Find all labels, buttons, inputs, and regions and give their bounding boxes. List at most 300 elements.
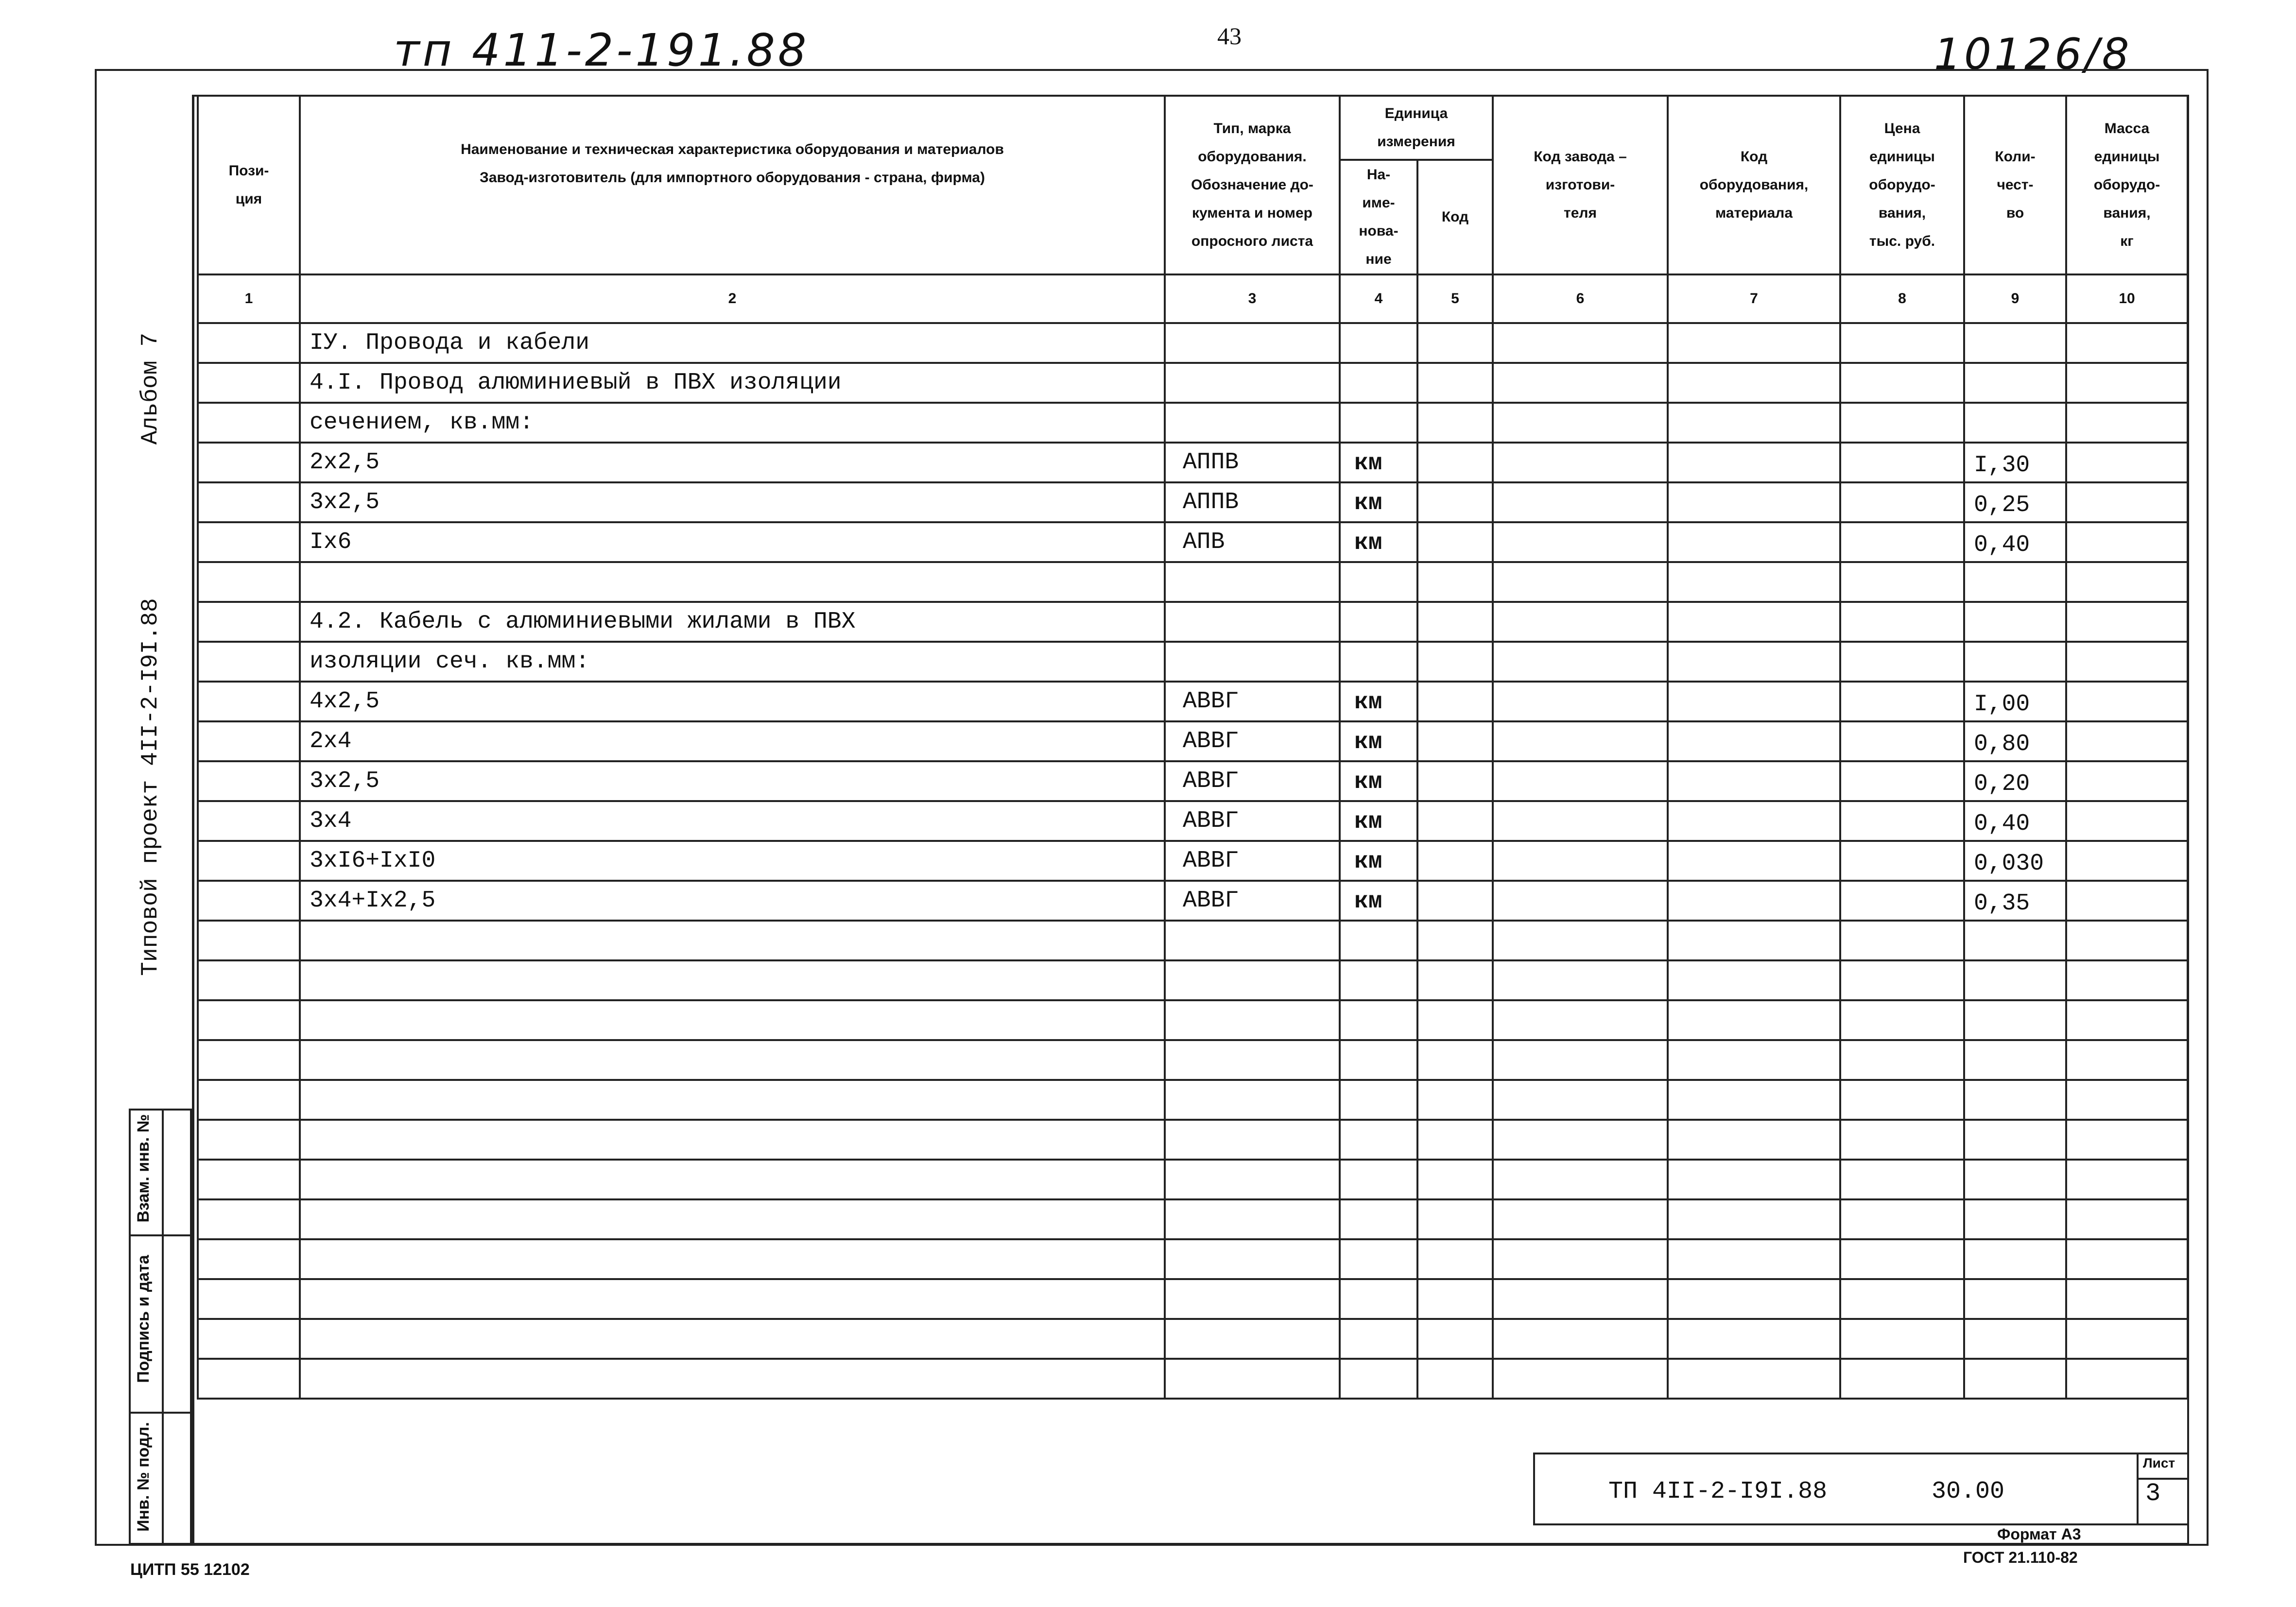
table-row: [198, 1080, 2188, 1120]
footer-format: Формат А3: [1997, 1525, 2081, 1543]
table-row: [198, 881, 2188, 921]
cell-unit-code: [1417, 1120, 1493, 1160]
cell-name: IУ. Провода и кабели: [300, 323, 1165, 363]
cell-material-code: [1668, 801, 1840, 841]
cell-price: [1840, 642, 1964, 682]
col-header-name: Наименование и техническая характеристика оборудования и материалов Завод-изготовитель (для импортного оборудования - страна, фирма): [300, 96, 1165, 274]
cell-mass: [2066, 682, 2188, 721]
cell-quantity: [1964, 403, 2066, 443]
cell-quantity: [1964, 1000, 2066, 1040]
cell-position: [198, 363, 300, 403]
cell-factory-code: [1493, 1359, 1668, 1399]
col-num-3: 3: [1165, 274, 1340, 323]
table-row: [198, 602, 2188, 642]
cell-type-mark: [1165, 403, 1340, 443]
cell-price: [1840, 1080, 1964, 1120]
cell-mass: [2066, 1000, 2188, 1040]
cell-mass: [2066, 841, 2188, 881]
cell-factory-code: [1493, 960, 1668, 1000]
cell-unit-code: [1417, 482, 1493, 522]
cell-material-code: [1668, 522, 1840, 562]
cell-mass: [2066, 363, 2188, 403]
cell-type-mark: [1165, 1279, 1340, 1319]
cell-quantity: 0,80: [1964, 721, 2066, 761]
cell-price: [1840, 522, 1964, 562]
cell-unit-code: [1417, 960, 1493, 1000]
cell-material-code: [1668, 443, 1840, 482]
cell-name: [300, 1199, 1165, 1239]
footer-gost: ГОСТ 21.110-82: [1963, 1549, 2078, 1566]
cell-unit: [1340, 323, 1417, 363]
cell-type-mark: [1165, 602, 1340, 642]
project-side-label: Типовой проект 4II-2-I9I.88: [138, 598, 164, 976]
cell-unit-code: [1417, 323, 1493, 363]
cell-unit-code: [1417, 522, 1493, 562]
cell-material-code: [1668, 1239, 1840, 1279]
cell-name: сечением, кв.мм:: [300, 403, 1165, 443]
cell-quantity: 0,40: [1964, 801, 2066, 841]
cell-price: [1840, 1040, 1964, 1080]
cell-material-code: [1668, 1319, 1840, 1359]
cell-type-mark: АВВГ: [1165, 682, 1340, 721]
cell-position: [198, 642, 300, 682]
cell-unit: км: [1340, 841, 1417, 881]
cell-quantity: I,30: [1964, 443, 2066, 482]
cell-unit-code: [1417, 1239, 1493, 1279]
cell-quantity: [1964, 562, 2066, 602]
table-row: [198, 682, 2188, 721]
cell-name: [300, 562, 1165, 602]
cell-unit-code: [1417, 1080, 1493, 1120]
cell-unit: [1340, 403, 1417, 443]
cell-mass: [2066, 801, 2188, 841]
cell-unit-code: [1417, 1160, 1493, 1199]
cell-material-code: [1668, 1279, 1840, 1319]
cell-price: [1840, 1319, 1964, 1359]
cell-name: 3хI6+IхI0: [300, 841, 1165, 881]
cell-factory-code: [1493, 363, 1668, 403]
cell-unit-code: [1417, 602, 1493, 642]
cell-price: [1840, 841, 1964, 881]
cell-name: [300, 1040, 1165, 1080]
cell-mass: [2066, 1160, 2188, 1199]
cell-material-code: [1668, 721, 1840, 761]
title-section: 30.00: [1932, 1478, 2005, 1505]
cell-unit: [1340, 1239, 1417, 1279]
cell-mass: [2066, 482, 2188, 522]
col-num-8: 8: [1840, 274, 1964, 323]
cell-unit-code: [1417, 1319, 1493, 1359]
cell-position: [198, 921, 300, 960]
cell-position: [198, 721, 300, 761]
title-doc-code: ТП 4II-2-I9I.88: [1608, 1478, 1828, 1505]
cell-type-mark: [1165, 1239, 1340, 1279]
col-num-9: 9: [1964, 274, 2066, 323]
col-header-mass: Масса единицы оборудо- вания, кг: [2066, 96, 2188, 274]
cell-type-mark: [1165, 1000, 1340, 1040]
cell-unit: км: [1340, 482, 1417, 522]
table-row: [198, 443, 2188, 482]
cell-factory-code: [1493, 921, 1668, 960]
cell-mass: [2066, 1199, 2188, 1239]
col-num-6: 6: [1493, 274, 1668, 323]
cell-unit-code: [1417, 363, 1493, 403]
table-row: [198, 403, 2188, 443]
cell-type-mark: [1165, 1080, 1340, 1120]
table-row: [198, 1319, 2188, 1359]
cell-material-code: [1668, 1199, 1840, 1239]
cell-unit-code: [1417, 642, 1493, 682]
cell-position: [198, 403, 300, 443]
table-row: [198, 1000, 2188, 1040]
cell-type-mark: АППВ: [1165, 443, 1340, 482]
cell-unit-code: [1417, 562, 1493, 602]
cell-type-mark: АВВГ: [1165, 841, 1340, 881]
cell-material-code: [1668, 602, 1840, 642]
cell-quantity: [1964, 602, 2066, 642]
table-row: [198, 642, 2188, 682]
column-number-row: [198, 274, 2188, 323]
footer-citp: ЦИТП 55 12102: [130, 1560, 250, 1579]
cell-material-code: [1668, 1080, 1840, 1120]
cell-type-mark: АВВГ: [1165, 761, 1340, 801]
table-row: [198, 1279, 2188, 1319]
cell-position: [198, 682, 300, 721]
cell-position: [198, 1120, 300, 1160]
cell-type-mark: АПВ: [1165, 522, 1340, 562]
cell-unit-code: [1417, 1359, 1493, 1399]
table-row: [198, 1160, 2188, 1199]
cell-factory-code: [1493, 1319, 1668, 1359]
cell-unit-code: [1417, 682, 1493, 721]
cell-name: [300, 1319, 1165, 1359]
cell-unit: км: [1340, 443, 1417, 482]
table-row: [198, 482, 2188, 522]
cell-factory-code: [1493, 682, 1668, 721]
cell-mass: [2066, 642, 2188, 682]
cell-mass: [2066, 1319, 2188, 1359]
cell-factory-code: [1493, 1000, 1668, 1040]
table-row: [198, 363, 2188, 403]
cell-name: 2х4: [300, 721, 1165, 761]
cell-quantity: [1964, 1239, 2066, 1279]
table-row: [198, 801, 2188, 841]
cell-factory-code: [1493, 443, 1668, 482]
cell-unit-code: [1417, 721, 1493, 761]
col-num-10: 10: [2066, 274, 2188, 323]
cell-unit-code: [1417, 403, 1493, 443]
table-row: [198, 921, 2188, 960]
cell-position: [198, 1359, 300, 1399]
cell-type-mark: [1165, 363, 1340, 403]
cell-name: [300, 1000, 1165, 1040]
cell-material-code: [1668, 642, 1840, 682]
cell-quantity: [1964, 1040, 2066, 1080]
title-sheet-number: 3: [2145, 1479, 2161, 1508]
cell-name: Iх6: [300, 522, 1165, 562]
cell-factory-code: [1493, 1120, 1668, 1160]
cell-factory-code: [1493, 1239, 1668, 1279]
cell-quantity: 0,40: [1964, 522, 2066, 562]
cell-price: [1840, 443, 1964, 482]
col-header-unit: Единица измерения: [1340, 96, 1493, 160]
table-row: [198, 721, 2188, 761]
cell-mass: [2066, 1239, 2188, 1279]
cell-unit-code: [1417, 1199, 1493, 1239]
cell-unit: [1340, 1199, 1417, 1239]
cell-unit-code: [1417, 443, 1493, 482]
cell-unit-code: [1417, 881, 1493, 921]
col-num-2: 2: [300, 274, 1165, 323]
sign-date-label: Подпись и дата: [134, 1255, 153, 1383]
cell-mass: [2066, 1359, 2188, 1399]
cell-unit: [1340, 642, 1417, 682]
cell-unit: [1340, 562, 1417, 602]
cell-name: 4.2. Кабель с алюминиевыми жилами в ПВХ: [300, 602, 1165, 642]
col-num-4: 4: [1340, 274, 1417, 323]
cell-unit: [1340, 1160, 1417, 1199]
cell-quantity: [1964, 921, 2066, 960]
table-row: [198, 1120, 2188, 1160]
cell-type-mark: [1165, 921, 1340, 960]
cell-mass: [2066, 881, 2188, 921]
cell-quantity: [1964, 642, 2066, 682]
cell-type-mark: [1165, 1160, 1340, 1199]
cell-unit-code: [1417, 801, 1493, 841]
cell-quantity: 0,25: [1964, 482, 2066, 522]
cell-name: [300, 1359, 1165, 1399]
cell-quantity: [1964, 1199, 2066, 1239]
cell-mass: [2066, 721, 2188, 761]
cell-unit: [1340, 602, 1417, 642]
project-code-handwritten: тп 411-2-191.88: [394, 24, 810, 76]
cell-position: [198, 323, 300, 363]
cell-mass: [2066, 761, 2188, 801]
cell-price: [1840, 721, 1964, 761]
cell-price: [1840, 881, 1964, 921]
cell-material-code: [1668, 682, 1840, 721]
cell-name: 4.I. Провод алюминиевый в ПВХ изоляции: [300, 363, 1165, 403]
cell-mass: [2066, 403, 2188, 443]
page-number: 43: [1217, 22, 1242, 50]
cell-position: [198, 801, 300, 841]
cell-material-code: [1668, 841, 1840, 881]
cell-quantity: [1964, 323, 2066, 363]
cell-position: [198, 1040, 300, 1080]
cell-position: [198, 841, 300, 881]
col-num-7: 7: [1668, 274, 1840, 323]
cell-price: [1840, 1199, 1964, 1239]
cell-type-mark: АВВГ: [1165, 881, 1340, 921]
cell-quantity: [1964, 1080, 2066, 1120]
cell-unit-code: [1417, 921, 1493, 960]
archive-number-handwritten: 10126/8: [1934, 29, 2132, 79]
cell-name: 3х2,5: [300, 761, 1165, 801]
cell-factory-code: [1493, 642, 1668, 682]
cell-name: [300, 921, 1165, 960]
cell-price: [1840, 403, 1964, 443]
cell-unit: [1340, 1359, 1417, 1399]
col-header-type: Тип, марка оборудования. Обозначение до- кумента и номер опросного листа: [1165, 96, 1340, 274]
cell-quantity: [1964, 1279, 2066, 1319]
cell-price: [1840, 1000, 1964, 1040]
cell-position: [198, 602, 300, 642]
cell-unit: км: [1340, 522, 1417, 562]
cell-unit: [1340, 1319, 1417, 1359]
cell-name: [300, 1080, 1165, 1120]
table-row: [198, 323, 2188, 363]
cell-price: [1840, 1239, 1964, 1279]
cell-position: [198, 1199, 300, 1239]
album-label: Альбом 7: [138, 332, 164, 445]
table-row: [198, 522, 2188, 562]
cell-material-code: [1668, 881, 1840, 921]
cell-name: 2х2,5: [300, 443, 1165, 482]
cell-price: [1840, 323, 1964, 363]
table-row: [198, 1040, 2188, 1080]
cell-unit: [1340, 921, 1417, 960]
cell-position: [198, 761, 300, 801]
cell-factory-code: [1493, 403, 1668, 443]
cell-mass: [2066, 522, 2188, 562]
cell-name: [300, 1239, 1165, 1279]
col-num-1: 1: [198, 274, 300, 323]
cell-price: [1840, 602, 1964, 642]
cell-type-mark: АППВ: [1165, 482, 1340, 522]
cell-name: 3х4+Iх2,5: [300, 881, 1165, 921]
cell-price: [1840, 562, 1964, 602]
table-row: [198, 1199, 2188, 1239]
cell-material-code: [1668, 921, 1840, 960]
cell-position: [198, 960, 300, 1000]
cell-factory-code: [1493, 1160, 1668, 1199]
cell-unit-code: [1417, 1279, 1493, 1319]
specification-table: [197, 95, 2189, 1400]
cell-unit: км: [1340, 682, 1417, 721]
cell-type-mark: [1165, 1359, 1340, 1399]
cell-name: [300, 1279, 1165, 1319]
cell-unit: км: [1340, 881, 1417, 921]
cell-unit-code: [1417, 841, 1493, 881]
cell-unit: [1340, 1080, 1417, 1120]
cell-unit: [1340, 1040, 1417, 1080]
cell-unit: [1340, 1279, 1417, 1319]
cell-material-code: [1668, 1040, 1840, 1080]
col-header-material-code: Код оборудования, материала: [1668, 96, 1840, 274]
cell-unit: [1340, 1120, 1417, 1160]
cell-type-mark: [1165, 1319, 1340, 1359]
table-row: [198, 1359, 2188, 1399]
cell-factory-code: [1493, 761, 1668, 801]
cell-type-mark: [1165, 1040, 1340, 1080]
col-header-factory-code: Код завода – изготови- теля: [1493, 96, 1668, 274]
cell-material-code: [1668, 1000, 1840, 1040]
cell-factory-code: [1493, 721, 1668, 761]
cell-quantity: [1964, 1120, 2066, 1160]
cell-factory-code: [1493, 1040, 1668, 1080]
cell-mass: [2066, 1040, 2188, 1080]
cell-material-code: [1668, 363, 1840, 403]
col-header-quantity: Коли- чест- во: [1964, 96, 2066, 274]
cell-unit: [1340, 363, 1417, 403]
cell-mass: [2066, 1279, 2188, 1319]
cell-type-mark: [1165, 642, 1340, 682]
cell-name: [300, 1160, 1165, 1199]
cell-mass: [2066, 1080, 2188, 1120]
cell-price: [1840, 1359, 1964, 1399]
cell-price: [1840, 482, 1964, 522]
cell-position: [198, 1080, 300, 1120]
cell-quantity: 0,20: [1964, 761, 2066, 801]
cell-unit: [1340, 1000, 1417, 1040]
table-row: [198, 562, 2188, 602]
cell-quantity: [1964, 363, 2066, 403]
cell-quantity: [1964, 1160, 2066, 1199]
cell-price: [1840, 682, 1964, 721]
cell-mass: [2066, 323, 2188, 363]
cell-mass: [2066, 1120, 2188, 1160]
cell-material-code: [1668, 1160, 1840, 1199]
cell-mass: [2066, 443, 2188, 482]
col-header-position: Пози- ция: [198, 96, 300, 274]
cell-type-mark: АВВГ: [1165, 721, 1340, 761]
cell-unit-code: [1417, 761, 1493, 801]
cell-name: [300, 960, 1165, 1000]
cell-price: [1840, 960, 1964, 1000]
cell-price: [1840, 1279, 1964, 1319]
cell-position: [198, 522, 300, 562]
cell-name: 3х4: [300, 801, 1165, 841]
cell-position: [198, 562, 300, 602]
cell-factory-code: [1493, 1080, 1668, 1120]
cell-position: [198, 1319, 300, 1359]
cell-factory-code: [1493, 602, 1668, 642]
inv-vzam-label: Взам. инв. №: [134, 1114, 153, 1223]
cell-position: [198, 1239, 300, 1279]
cell-position: [198, 443, 300, 482]
cell-material-code: [1668, 960, 1840, 1000]
cell-type-mark: [1165, 1120, 1340, 1160]
cell-name: [300, 1120, 1165, 1160]
cell-type-mark: [1165, 562, 1340, 602]
cell-mass: [2066, 562, 2188, 602]
cell-factory-code: [1493, 801, 1668, 841]
cell-price: [1840, 921, 1964, 960]
cell-price: [1840, 761, 1964, 801]
cell-factory-code: [1493, 562, 1668, 602]
cell-factory-code: [1493, 522, 1668, 562]
title-sheet-label: Лист: [2143, 1455, 2175, 1470]
table-row: [198, 761, 2188, 801]
cell-quantity: [1964, 960, 2066, 1000]
cell-unit: км: [1340, 801, 1417, 841]
cell-factory-code: [1493, 323, 1668, 363]
cell-material-code: [1668, 482, 1840, 522]
cell-price: [1840, 1160, 1964, 1199]
cell-unit: [1340, 960, 1417, 1000]
cell-factory-code: [1493, 841, 1668, 881]
cell-position: [198, 1279, 300, 1319]
cell-mass: [2066, 602, 2188, 642]
cell-position: [198, 482, 300, 522]
cell-unit-code: [1417, 1000, 1493, 1040]
cell-quantity: 0,030: [1964, 841, 2066, 881]
cell-mass: [2066, 921, 2188, 960]
cell-material-code: [1668, 761, 1840, 801]
table-row: [198, 1239, 2188, 1279]
cell-name: 3х2,5: [300, 482, 1165, 522]
col-header-unit-code: Код: [1417, 160, 1493, 274]
